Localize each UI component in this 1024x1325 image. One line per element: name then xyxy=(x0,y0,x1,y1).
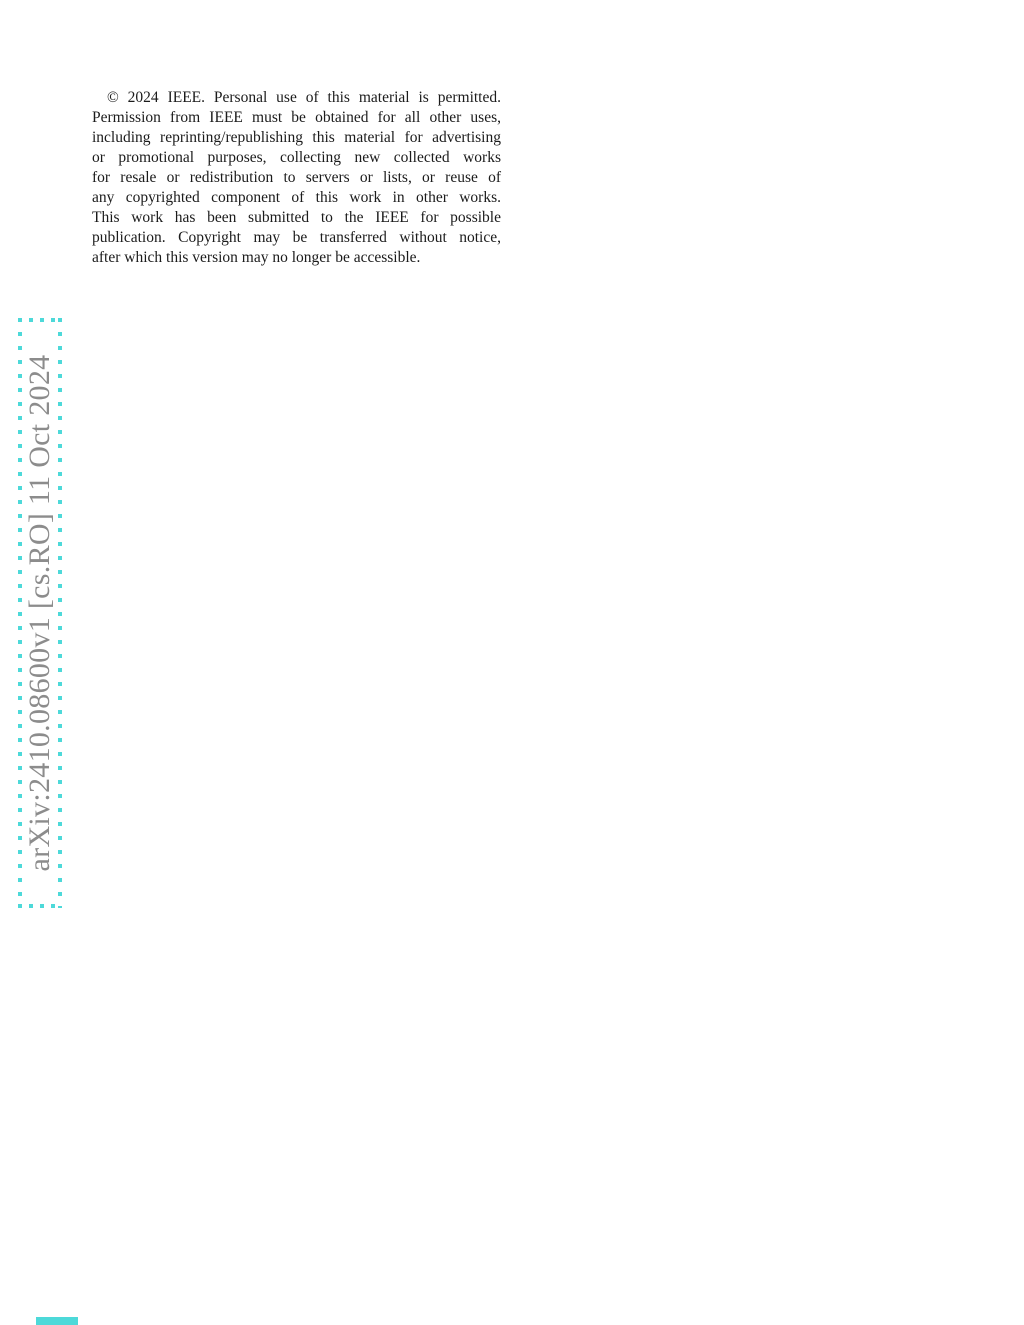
copyright-line: or promotional purposes, collecting new collected works xyxy=(92,149,501,166)
copyright-line: any copyrighted component of this work in other works. xyxy=(92,189,501,206)
copyright-line: including reprinting/republishing this material for advertising xyxy=(92,129,501,146)
copyright-line: after which this version may no longer be accessible. xyxy=(92,249,421,266)
arxiv-watermark xyxy=(18,318,62,908)
copyright-line: This work has been submitted to the IEEE for possible xyxy=(92,209,501,226)
copyright-line: Permission from IEEE must be obtained for all other uses, xyxy=(92,109,501,126)
next-page-watermark-edge xyxy=(36,1317,78,1325)
copyright-line: for resale or redistribution to servers or lists, or reuse of xyxy=(92,169,501,186)
arxiv-watermark-text: arXiv:2410.08600v1 [cs.RO] 11 Oct 2024 xyxy=(23,354,56,872)
copyright-line: © 2024 IEEE. Personal use of this material is permitted. xyxy=(107,89,501,106)
copyright-notice xyxy=(92,88,501,268)
copyright-line: publication. Copyright may be transferred without notice, xyxy=(92,229,501,246)
